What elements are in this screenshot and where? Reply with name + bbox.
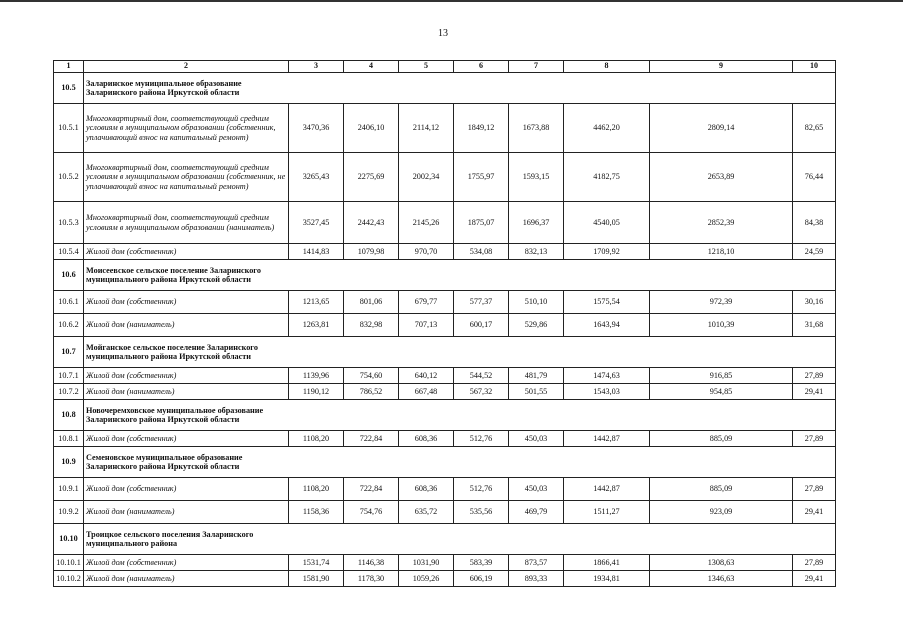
value-cell: 1755,97 (454, 153, 509, 202)
value-cell: 481,79 (509, 368, 564, 384)
section-code: 10.10 (54, 524, 84, 555)
value-cell: 30,16 (793, 291, 836, 314)
column-header: 7 (509, 61, 564, 73)
value-cell: 27,89 (793, 478, 836, 501)
value-cell: 1108,20 (289, 431, 344, 447)
value-cell: 510,10 (509, 291, 564, 314)
table-row (54, 314, 836, 337)
column-header: 2 (84, 61, 289, 73)
value-cell: 893,33 (509, 571, 564, 587)
table-row (54, 202, 836, 244)
value-cell: 1213,65 (289, 291, 344, 314)
section-row (54, 400, 836, 431)
value-cell: 29,41 (793, 571, 836, 587)
table-row (54, 384, 836, 400)
value-cell: 1442,87 (564, 478, 650, 501)
value-cell: 534,08 (454, 244, 509, 260)
section-title: Троицкое сельского поселения Заларинского муниципального района (84, 524, 836, 555)
table-row (54, 431, 836, 447)
row-description: Жилой дом (собственник) (84, 431, 289, 447)
value-cell: 2406,10 (344, 104, 399, 153)
row-description: Жилой дом (наниматель) (84, 501, 289, 524)
table-row (54, 104, 836, 153)
value-cell: 1849,12 (454, 104, 509, 153)
value-cell: 82,65 (793, 104, 836, 153)
value-cell: 1575,54 (564, 291, 650, 314)
value-cell: 2114,12 (399, 104, 454, 153)
value-cell: 885,09 (650, 478, 793, 501)
row-description: Жилой дом (наниматель) (84, 571, 289, 587)
value-cell: 786,52 (344, 384, 399, 400)
value-cell: 1474,63 (564, 368, 650, 384)
row-code: 10.5.3 (54, 202, 84, 244)
row-code: 10.10.2 (54, 571, 84, 587)
value-cell: 2852,39 (650, 202, 793, 244)
table-row (54, 291, 836, 314)
section-title: Мойганское сельское поселение Заларинского муниципального района Иркутской области (84, 337, 836, 368)
value-cell: 450,03 (509, 478, 564, 501)
column-header: 1 (54, 61, 84, 73)
value-cell: 1158,36 (289, 501, 344, 524)
row-description: Жилой дом (собственник) (84, 478, 289, 501)
value-cell: 1263,81 (289, 314, 344, 337)
table-row (54, 153, 836, 202)
value-cell: 1218,10 (650, 244, 793, 260)
value-cell: 640,12 (399, 368, 454, 384)
value-cell: 832,98 (344, 314, 399, 337)
value-cell: 722,84 (344, 431, 399, 447)
section-row (54, 524, 836, 555)
value-cell: 722,84 (344, 478, 399, 501)
value-cell: 667,48 (399, 384, 454, 400)
value-cell: 535,56 (454, 501, 509, 524)
row-code: 10.9.1 (54, 478, 84, 501)
value-cell: 4182,75 (564, 153, 650, 202)
row-description: Жилой дом (наниматель) (84, 384, 289, 400)
value-cell: 1146,38 (344, 555, 399, 571)
value-cell: 801,06 (344, 291, 399, 314)
section-code: 10.8 (54, 400, 84, 431)
section-code: 10.9 (54, 447, 84, 478)
row-code: 10.8.1 (54, 431, 84, 447)
page-number: 13 (438, 28, 448, 39)
value-cell: 1593,15 (509, 153, 564, 202)
value-cell: 885,09 (650, 431, 793, 447)
value-cell: 583,39 (454, 555, 509, 571)
column-header: 3 (289, 61, 344, 73)
row-code: 10.10.1 (54, 555, 84, 571)
value-cell: 1139,96 (289, 368, 344, 384)
value-cell: 972,39 (650, 291, 793, 314)
value-cell: 512,76 (454, 431, 509, 447)
value-cell: 606,19 (454, 571, 509, 587)
section-row (54, 260, 836, 291)
table-row (54, 478, 836, 501)
value-cell: 1543,03 (564, 384, 650, 400)
value-cell: 2002,34 (399, 153, 454, 202)
value-cell: 1031,90 (399, 555, 454, 571)
value-cell: 27,89 (793, 555, 836, 571)
value-cell: 1934,81 (564, 571, 650, 587)
value-cell: 1673,88 (509, 104, 564, 153)
value-cell: 1511,27 (564, 501, 650, 524)
page-top-border (0, 0, 903, 2)
section-title: Новочеремховское муниципальное образование Заларинского района Иркутской области (84, 400, 836, 431)
value-cell: 679,77 (399, 291, 454, 314)
value-cell: 4540,05 (564, 202, 650, 244)
value-cell: 1108,20 (289, 478, 344, 501)
row-code: 10.9.2 (54, 501, 84, 524)
value-cell: 1875,07 (454, 202, 509, 244)
value-cell: 84,38 (793, 202, 836, 244)
value-cell: 577,37 (454, 291, 509, 314)
value-cell: 501,55 (509, 384, 564, 400)
column-header: 8 (564, 61, 650, 73)
table-row (54, 555, 836, 571)
value-cell: 635,72 (399, 501, 454, 524)
table-row (54, 501, 836, 524)
row-code: 10.6.2 (54, 314, 84, 337)
section-row (54, 73, 836, 104)
value-cell: 754,76 (344, 501, 399, 524)
value-cell: 469,79 (509, 501, 564, 524)
value-cell: 3265,43 (289, 153, 344, 202)
value-cell: 2653,89 (650, 153, 793, 202)
value-cell: 567,32 (454, 384, 509, 400)
section-title: Моисеевское сельское поселение Заларинского муниципального района Иркутской области (84, 260, 836, 291)
value-cell: 1696,37 (509, 202, 564, 244)
column-header: 5 (399, 61, 454, 73)
value-cell: 2442,43 (344, 202, 399, 244)
value-cell: 970,70 (399, 244, 454, 260)
value-cell: 832,13 (509, 244, 564, 260)
table-row (54, 368, 836, 384)
section-row (54, 447, 836, 478)
row-code: 10.5.1 (54, 104, 84, 153)
value-cell: 31,68 (793, 314, 836, 337)
section-title: Семеновское муниципальное образование Заларинского района Иркутской области (84, 447, 836, 478)
column-header: 10 (793, 61, 836, 73)
value-cell: 873,57 (509, 555, 564, 571)
value-cell: 544,52 (454, 368, 509, 384)
value-cell: 1643,94 (564, 314, 650, 337)
value-cell: 608,36 (399, 431, 454, 447)
table-row (54, 571, 836, 587)
value-cell: 1059,26 (399, 571, 454, 587)
value-cell: 27,89 (793, 431, 836, 447)
section-row (54, 337, 836, 368)
value-cell: 27,89 (793, 368, 836, 384)
value-cell: 76,44 (793, 153, 836, 202)
value-cell: 754,60 (344, 368, 399, 384)
value-cell: 600,17 (454, 314, 509, 337)
value-cell: 2275,69 (344, 153, 399, 202)
row-code: 10.7.1 (54, 368, 84, 384)
value-cell: 707,13 (399, 314, 454, 337)
row-code: 10.7.2 (54, 384, 84, 400)
value-cell: 1442,87 (564, 431, 650, 447)
column-header: 6 (454, 61, 509, 73)
value-cell: 916,85 (650, 368, 793, 384)
table-row (54, 244, 836, 260)
row-description: Жилой дом (собственник) (84, 368, 289, 384)
value-cell: 1414,83 (289, 244, 344, 260)
value-cell: 1079,98 (344, 244, 399, 260)
value-cell: 29,41 (793, 501, 836, 524)
value-cell: 29,41 (793, 384, 836, 400)
value-cell: 1010,39 (650, 314, 793, 337)
column-header: 4 (344, 61, 399, 73)
value-cell: 923,09 (650, 501, 793, 524)
value-cell: 1866,41 (564, 555, 650, 571)
row-description: Многоквартирный дом, соответствующий средним условиям в муниципальном образовании (собственник, не уплачивающий взнос на капитальный ремонт) (84, 153, 289, 202)
row-code: 10.6.1 (54, 291, 84, 314)
value-cell: 4462,20 (564, 104, 650, 153)
column-header: 9 (650, 61, 793, 73)
row-description: Многоквартирный дом, соответствующий средним условиям в муниципальном образовании (собственник, уплачивающий взнос на капитальный ремонт) (84, 104, 289, 153)
value-cell: 3527,45 (289, 202, 344, 244)
value-cell: 512,76 (454, 478, 509, 501)
value-cell: 1581,90 (289, 571, 344, 587)
section-code: 10.6 (54, 260, 84, 291)
row-description: Жилой дом (собственник) (84, 244, 289, 260)
row-description: Жилой дом (наниматель) (84, 314, 289, 337)
row-code: 10.5.2 (54, 153, 84, 202)
value-cell: 1531,74 (289, 555, 344, 571)
value-cell: 608,36 (399, 478, 454, 501)
value-cell: 3470,36 (289, 104, 344, 153)
header-row (54, 61, 836, 73)
value-cell: 1308,63 (650, 555, 793, 571)
row-description: Многоквартирный дом, соответствующий средним условиям в муниципальном образовании (наниматель) (84, 202, 289, 244)
value-cell: 2145,26 (399, 202, 454, 244)
value-cell: 1178,30 (344, 571, 399, 587)
value-cell: 24,59 (793, 244, 836, 260)
value-cell: 529,86 (509, 314, 564, 337)
section-code: 10.7 (54, 337, 84, 368)
value-cell: 450,03 (509, 431, 564, 447)
value-cell: 1190,12 (289, 384, 344, 400)
value-cell: 954,85 (650, 384, 793, 400)
section-code: 10.5 (54, 73, 84, 104)
value-cell: 2809,14 (650, 104, 793, 153)
row-code: 10.5.4 (54, 244, 84, 260)
row-description: Жилой дом (собственник) (84, 291, 289, 314)
value-cell: 1709,92 (564, 244, 650, 260)
value-cell: 1346,63 (650, 571, 793, 587)
section-title: Заларинское муниципальное образование Заларинского района Иркутской области (84, 73, 836, 104)
row-description: Жилой дом (собственник) (84, 555, 289, 571)
tariff-table (53, 60, 836, 587)
